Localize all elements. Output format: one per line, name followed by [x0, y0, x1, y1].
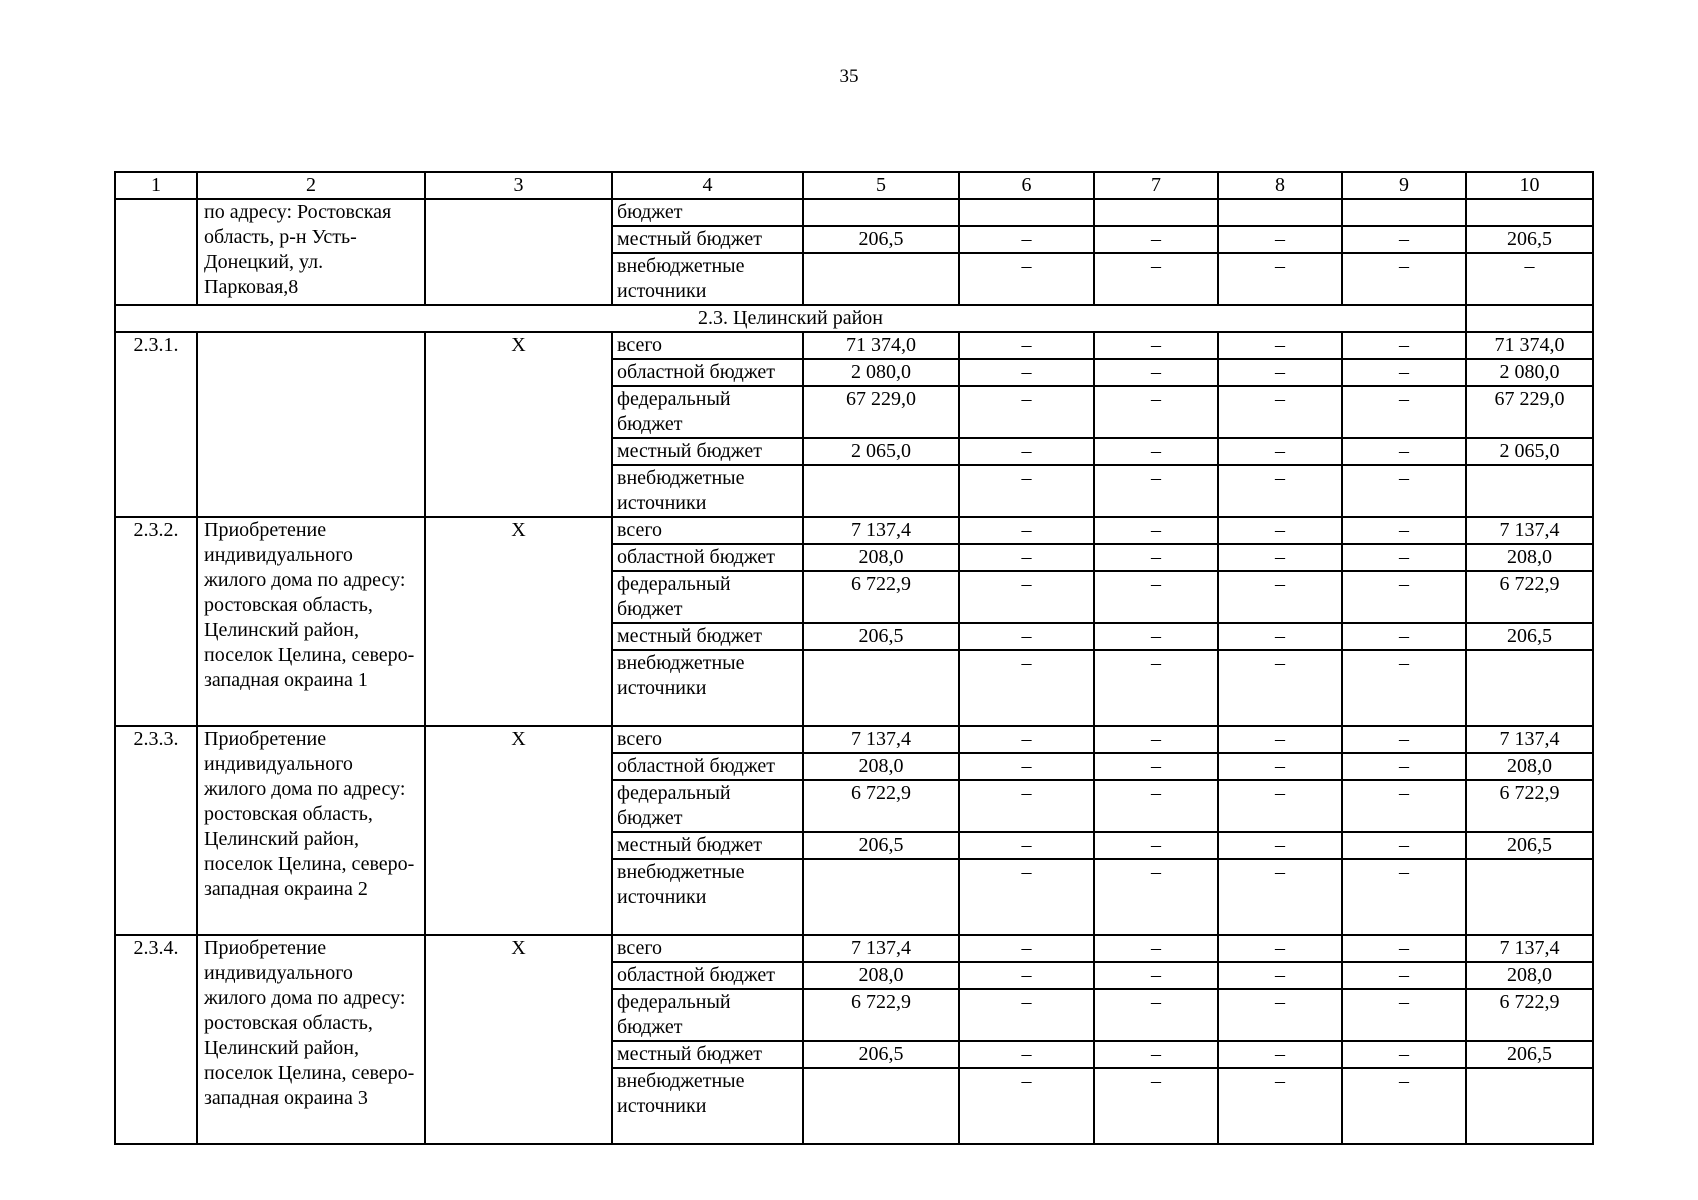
dash-cell: – [1218, 226, 1342, 253]
source-label: федеральный бюджет [612, 989, 803, 1041]
dash-cell: – [1218, 332, 1342, 359]
dash-cell: – [1218, 544, 1342, 571]
section-row [115, 305, 1593, 332]
dash-cell: – [959, 832, 1094, 859]
source-label: областной бюджет [612, 753, 803, 780]
dash-cell: – [959, 780, 1094, 832]
row-number-cell: 2.3.3. [115, 726, 197, 935]
dash-cell: – [1342, 438, 1466, 465]
object-description: Приобретение индивидуального жилого дома по адресу: ростовская область, Целинский район, поселок Целина, северо-западная окраина 2 [197, 726, 425, 935]
source-label: местный бюджет [612, 438, 803, 465]
source-label: всего [612, 332, 803, 359]
row-number-cell: 2.3.1. [115, 332, 197, 517]
dash-cell: – [1218, 650, 1342, 726]
dash-cell: – [1218, 832, 1342, 859]
dash-cell: – [1342, 359, 1466, 386]
dash-cell: – [1342, 571, 1466, 623]
col3-cell: X [425, 935, 612, 1144]
value-col10: 6 722,9 [1466, 780, 1593, 832]
column-header-10: 10 [1466, 172, 1593, 199]
source-label: внебюджетные источники [612, 465, 803, 517]
dash-cell: – [959, 935, 1094, 962]
dash-cell: – [1218, 623, 1342, 650]
source-label: областной бюджет [612, 962, 803, 989]
column-header-2: 2 [197, 172, 425, 199]
dash-cell: – [1342, 780, 1466, 832]
dash-cell: – [1342, 517, 1466, 544]
value-col5: 6 722,9 [803, 571, 959, 623]
empty-cell [1466, 1068, 1593, 1144]
empty-cell [1218, 199, 1342, 226]
empty-cell [1342, 199, 1466, 226]
dash-cell: – [959, 1041, 1094, 1068]
value-col5: 71 374,0 [803, 332, 959, 359]
source-label: внебюджетные источники [612, 1068, 803, 1144]
dash-cell: – [959, 359, 1094, 386]
dash-cell: – [1218, 517, 1342, 544]
dash-cell: – [1218, 253, 1342, 305]
dash-cell: – [1094, 989, 1218, 1041]
source-label: всего [612, 517, 803, 544]
source-label: областной бюджет [612, 544, 803, 571]
empty-cell [1466, 859, 1593, 935]
dash-cell: – [1218, 438, 1342, 465]
column-header-8: 8 [1218, 172, 1342, 199]
source-label: местный бюджет [612, 226, 803, 253]
dash-cell: – [1342, 386, 1466, 438]
value-col10: 208,0 [1466, 753, 1593, 780]
column-header-7: 7 [1094, 172, 1218, 199]
dash-cell: – [1094, 832, 1218, 859]
column-header-1: 1 [115, 172, 197, 199]
dash-cell: – [1094, 935, 1218, 962]
source-label: бюджет [612, 199, 803, 226]
dash-cell: – [1218, 859, 1342, 935]
dash-cell: – [1094, 571, 1218, 623]
value-col10: 208,0 [1466, 962, 1593, 989]
dash-cell: – [1094, 859, 1218, 935]
source-label: местный бюджет [612, 1041, 803, 1068]
budget-table [114, 171, 1594, 1145]
value-col10: 7 137,4 [1466, 517, 1593, 544]
column-header-5: 5 [803, 172, 959, 199]
empty-cell [1094, 199, 1218, 226]
empty-cell [1466, 650, 1593, 726]
empty-cell [803, 199, 959, 226]
dash-cell: – [959, 226, 1094, 253]
dash-cell: – [1218, 1068, 1342, 1144]
row-number-cell: 2.3.2. [115, 517, 197, 726]
object-description: Приобретение индивидуального жилого дома по адресу: ростовская область, Целинский район, поселок Целина, северо-западная окраина 1 [197, 517, 425, 726]
dash-cell: – [1342, 465, 1466, 517]
value-col5: 206,5 [803, 623, 959, 650]
source-label: областной бюджет [612, 359, 803, 386]
col3-cell: X [425, 726, 612, 935]
value-col5: 7 137,4 [803, 935, 959, 962]
empty-cell [1466, 465, 1593, 517]
dash-cell: – [1342, 989, 1466, 1041]
value-col10: 2 065,0 [1466, 438, 1593, 465]
dash-cell: – [1094, 544, 1218, 571]
value-col5: 6 722,9 [803, 780, 959, 832]
dash-cell: – [1342, 226, 1466, 253]
col3-cell: X [425, 517, 612, 726]
column-header-3: 3 [425, 172, 612, 199]
dash-cell: – [1342, 935, 1466, 962]
column-header-4: 4 [612, 172, 803, 199]
dash-cell: – [1342, 1068, 1466, 1144]
dash-cell: – [1342, 726, 1466, 753]
source-label: федеральный бюджет [612, 780, 803, 832]
table-row [115, 199, 1593, 226]
dash-cell: – [959, 753, 1094, 780]
dash-cell: – [1094, 517, 1218, 544]
dash-cell: – [1342, 623, 1466, 650]
dash-cell: – [959, 726, 1094, 753]
dash-cell: – [1218, 989, 1342, 1041]
source-label: внебюджетные источники [612, 253, 803, 305]
value-col5: 206,5 [803, 832, 959, 859]
dash-cell: – [1094, 726, 1218, 753]
value-col10: 6 722,9 [1466, 989, 1593, 1041]
dash-cell: – [1342, 832, 1466, 859]
value-col10: 206,5 [1466, 832, 1593, 859]
object-description: Приобретение индивидуального жилого дома по адресу: ростовская область, Целинский район, поселок Целина, северо-западная окраина 3 [197, 935, 425, 1144]
value-col10: 208,0 [1466, 544, 1593, 571]
dash-cell: – [959, 623, 1094, 650]
dash-cell: – [1218, 465, 1342, 517]
dash-cell: – [1342, 1041, 1466, 1068]
source-label: местный бюджет [612, 623, 803, 650]
dash-cell: – [1094, 359, 1218, 386]
dash-cell: – [1342, 332, 1466, 359]
value-col5: 7 137,4 [803, 517, 959, 544]
col3-cell: X [425, 332, 612, 517]
dash-cell: – [959, 438, 1094, 465]
source-label: всего [612, 726, 803, 753]
empty-cell [803, 253, 959, 305]
dash-cell: – [1218, 386, 1342, 438]
table-row [115, 726, 1593, 753]
source-label: внебюджетные источники [612, 650, 803, 726]
dash-cell: – [1094, 253, 1218, 305]
dash-cell: – [1094, 226, 1218, 253]
dash-cell: – [1342, 253, 1466, 305]
value-col5: 2 065,0 [803, 438, 959, 465]
dash-cell: – [1094, 438, 1218, 465]
value-col10: 7 137,4 [1466, 726, 1593, 753]
value-col5: 6 722,9 [803, 989, 959, 1041]
dash-cell: – [959, 253, 1094, 305]
table-header-row [115, 172, 1593, 199]
dash-cell: – [1094, 332, 1218, 359]
dash-cell: – [1094, 650, 1218, 726]
dash-cell: – [959, 386, 1094, 438]
empty-cell [803, 465, 959, 517]
table-row [115, 332, 1593, 359]
dash-cell: – [1342, 544, 1466, 571]
value-col10: 6 722,9 [1466, 571, 1593, 623]
value-col10: 206,5 [1466, 1041, 1593, 1068]
table-row [115, 935, 1593, 962]
empty-cell [959, 199, 1094, 226]
value-col5: 2 080,0 [803, 359, 959, 386]
dash-cell: – [1218, 726, 1342, 753]
page-number: 35 [839, 66, 859, 87]
dash-cell: – [1094, 753, 1218, 780]
value-col10: 67 229,0 [1466, 386, 1593, 438]
source-label: внебюджетные источники [612, 859, 803, 935]
object-description [197, 332, 425, 517]
dash-cell: – [1094, 962, 1218, 989]
value-col5: 7 137,4 [803, 726, 959, 753]
dash-cell: – [959, 544, 1094, 571]
dash-cell: – [1094, 1041, 1218, 1068]
object-description: по адресу: Ростовская область, р-н Усть-Донецкий, ул. Парковая,8 [197, 199, 425, 305]
empty-cell [803, 859, 959, 935]
source-label: всего [612, 935, 803, 962]
table-row [115, 517, 1593, 544]
value-col5: 208,0 [803, 962, 959, 989]
dash-cell: – [959, 332, 1094, 359]
value-col10: 2 080,0 [1466, 359, 1593, 386]
section-title: 2.3. Целинский район [115, 305, 1466, 332]
source-label: федеральный бюджет [612, 571, 803, 623]
column-header-9: 9 [1342, 172, 1466, 199]
dash-cell: – [1342, 962, 1466, 989]
row-number-cell [115, 199, 197, 305]
dash-cell: – [1094, 780, 1218, 832]
dash-cell: – [959, 962, 1094, 989]
value-col5: 208,0 [803, 753, 959, 780]
dash-cell: – [959, 989, 1094, 1041]
dash-cell: – [1342, 650, 1466, 726]
dash-cell: – [1218, 1041, 1342, 1068]
value-col10: – [1466, 253, 1593, 305]
dash-cell: – [1218, 571, 1342, 623]
column-header-6: 6 [959, 172, 1094, 199]
value-col10: 206,5 [1466, 623, 1593, 650]
dash-cell: – [1094, 1068, 1218, 1144]
dash-cell: – [959, 650, 1094, 726]
dash-cell: – [959, 1068, 1094, 1144]
dash-cell: – [959, 465, 1094, 517]
value-col5: 67 229,0 [803, 386, 959, 438]
dash-cell: – [959, 571, 1094, 623]
empty-cell [803, 650, 959, 726]
dash-cell: – [1218, 935, 1342, 962]
empty-cell [803, 1068, 959, 1144]
dash-cell: – [1094, 465, 1218, 517]
dash-cell: – [1342, 859, 1466, 935]
value-col10: 7 137,4 [1466, 935, 1593, 962]
source-label: федеральный бюджет [612, 386, 803, 438]
empty-cell [1466, 199, 1593, 226]
dash-cell: – [1342, 753, 1466, 780]
dash-cell: – [1218, 780, 1342, 832]
col3-cell [425, 199, 612, 305]
dash-cell: – [1218, 753, 1342, 780]
dash-cell: – [1218, 962, 1342, 989]
value-col5: 208,0 [803, 544, 959, 571]
value-col10: 71 374,0 [1466, 332, 1593, 359]
dash-cell: – [1094, 623, 1218, 650]
row-number-cell: 2.3.4. [115, 935, 197, 1144]
dash-cell: – [1094, 386, 1218, 438]
empty-cell [1466, 305, 1593, 332]
dash-cell: – [959, 859, 1094, 935]
source-label: местный бюджет [612, 832, 803, 859]
value-col5: 206,5 [803, 1041, 959, 1068]
value-col5: 206,5 [803, 226, 959, 253]
value-col10: 206,5 [1466, 226, 1593, 253]
dash-cell: – [959, 517, 1094, 544]
dash-cell: – [1218, 359, 1342, 386]
